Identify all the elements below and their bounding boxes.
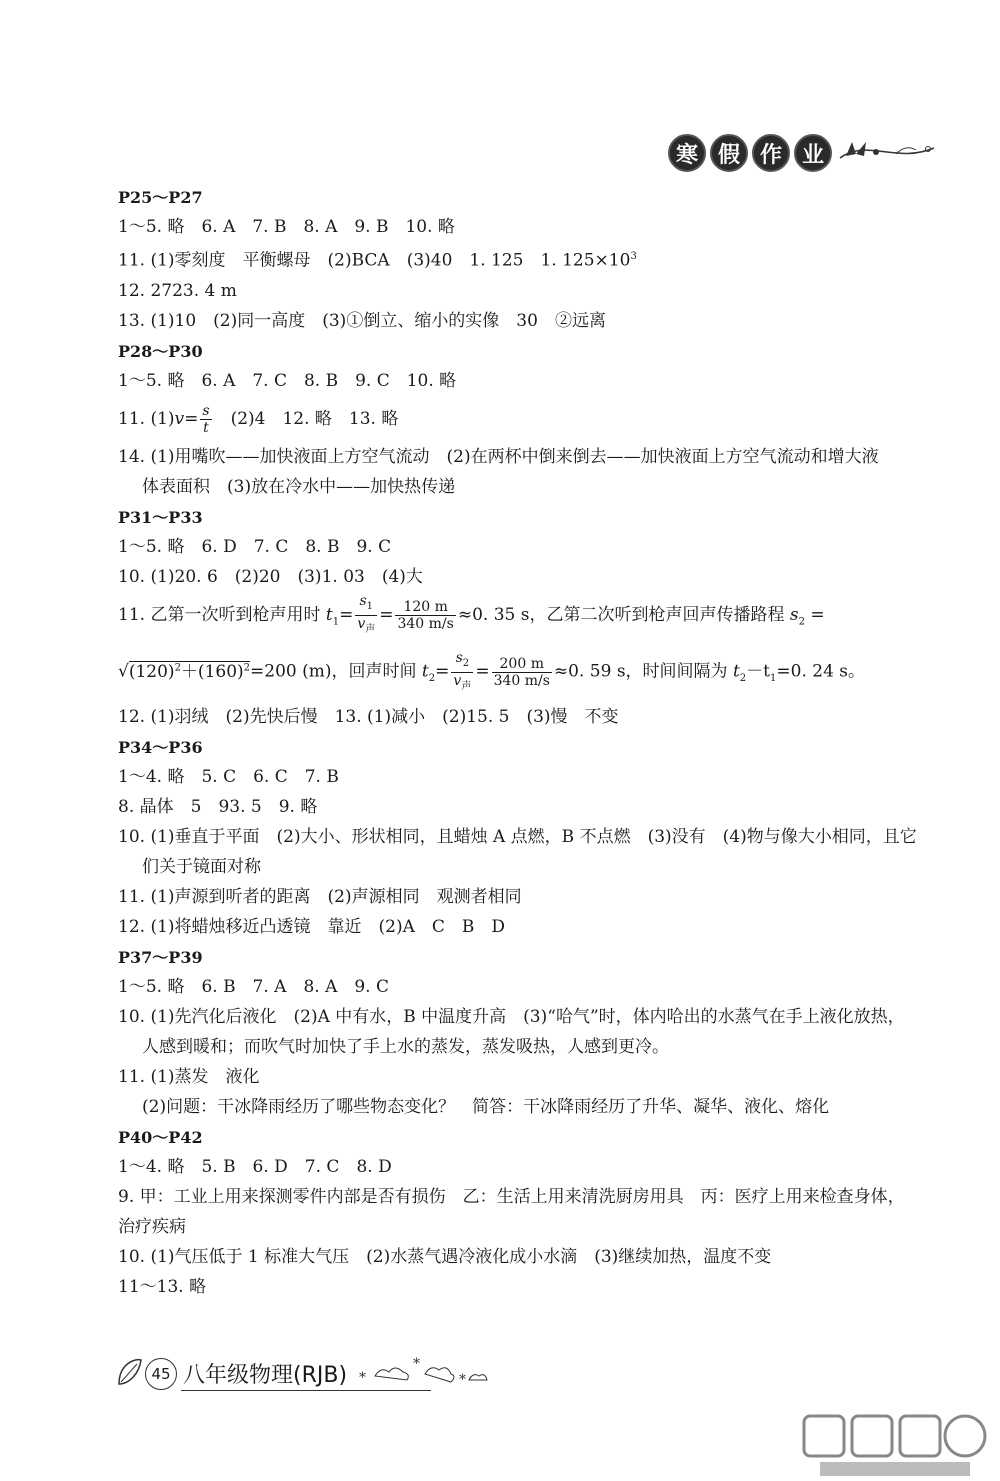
section-header: P25～P27 <box>118 188 203 207</box>
answer-line: 1～5. 略 6. D 7. C 8. B 9. C <box>118 536 392 557</box>
answer-line: 12. (1)将蜡烛移近凸透镜 靠近 (2)A C B D <box>118 917 506 938</box>
watermark-logo-icon <box>800 1410 990 1480</box>
answer-line: 1～4. 略 5. C 6. C 7. B <box>118 767 339 788</box>
answer-line: 1～5. 略 6. B 7. A 8. A 9. C <box>118 977 389 998</box>
answer-line: 14. (1)用嘴吹——加快液面上方空气流动 (2)在两杯中倒来倒去——加快液面上方空气流动和增大液 <box>118 446 879 467</box>
footer-underline <box>181 1390 431 1391</box>
fraction: $\frac{200 m}{340 m/s}$ <box>493 655 550 689</box>
fraction: $\frac{120 m}{340 m/s}$ <box>397 598 454 632</box>
section-header: P28～P30 <box>118 341 203 361</box>
section-header: P37～P39 <box>118 948 203 968</box>
answer-line-formula: 11. (1)v= $\frac{s}{t}$ (2)4 12. 略 13. 略 <box>118 402 399 436</box>
answer-line: 12. (1)羽绒 (2)先快后慢 13. (1)减小 (2)15. 5 (3)慢 不变 <box>118 707 619 728</box>
answer-line: 1～5. 略 6. A 7. B 8. A 9. B 10. 略 <box>118 217 455 237</box>
banner-char: 寒 <box>668 134 706 172</box>
svg-text:*: * <box>359 1370 366 1386</box>
page-footer <box>115 1350 535 1400</box>
answer-line: (2)问题：干冰降雨经历了哪些物态变化？ 简答：干冰降雨经历了升华、凝华、液化、熔化 <box>142 1097 830 1118</box>
section-header: P31～P33 <box>118 507 203 527</box>
fraction: $\frac{s_1}{v_声}$ <box>357 592 376 635</box>
answer-line: 1～4. 略 5. B 6. D 7. C 8. D <box>118 1157 392 1178</box>
answer-line: 10. (1)20. 6 (2)20 (3)1. 03 (4)大 <box>118 566 423 587</box>
answer-line-formula: $√(120)^2+(160)^2=200$ (m)，回声时间 $t_2=$ $\frac{s_2}{v_声}$ = $\frac{200 m}{340 m/s}$ ≈0. 59 s，时间间隔为 $t_2-t_1=0$. 24 s。 <box>118 645 948 702</box>
answer-content <box>118 182 948 1302</box>
answer-line: 9. 甲：工业上用来探测零件内部是否有损伤 乙：生活上用来清洗厨房用具 丙：医疗上用来检查身体， <box>118 1187 905 1208</box>
answer-line: 13. (1)10 (2)同一高度 (3)①倒立、缩小的实像 30 ②远离 <box>118 310 606 331</box>
banner-char: 业 <box>794 134 832 172</box>
answer-line-formula: 11. 乙第一次听到枪声用时 $t_1=$ $\frac{s_1}{v_声}$ = $\frac{120 m}{340 m/s}$ ≈0. 35 s，乙第二次听到枪声回声传播路程 $s_2$ = <box>118 592 948 645</box>
answer-line: 10. (1)垂直于平面 (2)大小、形状相同，且蜡烛 A 点燃，B 不点燃 (3)没有 (4)物与像大小相同，且它 <box>118 827 917 848</box>
answer-line: 人感到暖和；而吹气时加快了手上水的蒸发，蒸发吸热，人感到更冷。 <box>142 1037 669 1058</box>
answer-line: 11. (1)声源到听者的距离 (2)声源相同 观测者相同 <box>118 887 522 908</box>
fraction: $\frac{s_2}{v_声}$ <box>453 649 472 692</box>
answer-line: 10. (1)气压低于 1 标准大气压 (2)水蒸气遇冷液化成小水滴 (3)继续加热，温度不变 <box>118 1247 772 1268</box>
leaf-icon <box>115 1354 145 1394</box>
banner-char: 假 <box>710 134 748 172</box>
svg-text:*: * <box>459 1372 466 1388</box>
answer-line: 10. (1)先汽化后液化 (2)A 中有水，B 中温度升高 (3)“哈气”时，体内哈出的水蒸气在手上液化放热， <box>118 1007 905 1028</box>
answer-line: 11. (1)蒸发 液化 <box>118 1067 260 1088</box>
answer-line: 12. 2723. 4 m <box>118 280 237 301</box>
answer-line: 8. 晶体 5 93. 5 9. 略 <box>118 797 318 818</box>
answer-line: 们关于镜面对称 <box>142 857 261 878</box>
section-header: P34～P36 <box>118 738 203 758</box>
banner-char: 作 <box>752 134 790 172</box>
title-banner <box>668 128 938 176</box>
answer-line: 体表面积 (3)放在冷水中——加快热传递 <box>142 476 456 497</box>
page-number: 45 <box>145 1358 177 1390</box>
cloud-sparkle-icon <box>355 1350 495 1390</box>
section-header: P40～P42 <box>118 1128 203 1148</box>
answer-line: 1～5. 略 6. A 7. C 8. B 9. C 10. 略 <box>118 370 457 391</box>
answer-line: 治疗疾病 <box>118 1217 186 1238</box>
answer-line: 11～13. 略 <box>118 1277 207 1298</box>
fraction: $\frac{s}{t}$ <box>202 402 210 436</box>
flower-branch-icon <box>836 128 938 176</box>
subject-label: 八年级物理(RJB) <box>183 1363 348 1388</box>
answer-line: 11. (1)零刻度 平衡螺母 (2)BCA (3)40 1. 125 1. $125\times 10^3$ <box>118 250 637 271</box>
svg-text:*: * <box>413 1356 420 1372</box>
